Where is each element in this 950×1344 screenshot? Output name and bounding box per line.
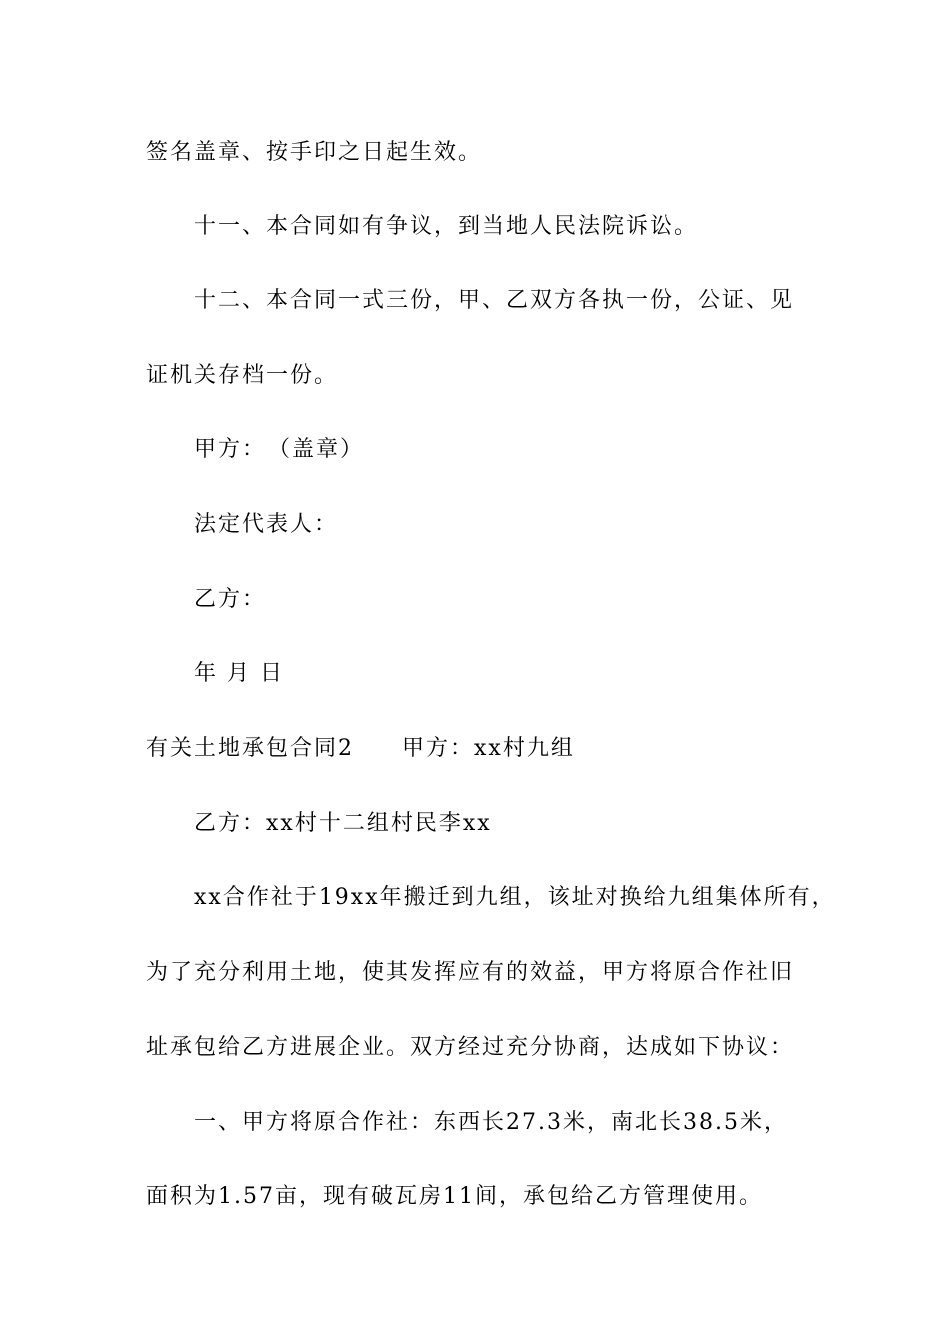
contract-heading [146,734,575,764]
clause-one-continued: 面积为1.57亩，现有破瓦房11间，承包给乙方管理使用。 [146,1184,763,1209]
party-a-name: 甲方：xx村九组 [402,736,575,761]
contract-title: 有关土地承包合同2 [146,736,354,761]
clause-twelve-continued: 证机关存档一份。 [146,363,339,388]
party-b-name: 乙方：xx村十二组村民李xx [194,811,492,836]
paragraph-line: xx合作社于19xx年搬迁到九组，该址对换给九组集体所有， [194,885,836,910]
legal-representative: 法定代表人： [194,512,339,537]
paragraph-line: 签名盖章、按手印之日起生效。 [146,140,483,165]
clause-twelve: 十二、本合同一式三份，甲、乙双方各执一份，公证、见 [194,288,795,313]
clause-one: 一、甲方将原合作社：东西长27.3米，南北长38.5米， [194,1110,788,1135]
clause-eleven: 十一、本合同如有争议，到当地人民法院诉讼。 [194,214,699,239]
party-b-label: 乙方： [194,587,267,612]
paragraph-line: 为了充分利用土地，使其发挥应有的效益，甲方将原合作社旧 [146,960,795,985]
party-a-seal: 甲方： （盖章） [194,437,365,462]
paragraph-line: 址承包给乙方进展企业。双方经过充分协商，达成如下协议： [146,1035,795,1060]
date-line: 年 月 日 [194,661,284,686]
